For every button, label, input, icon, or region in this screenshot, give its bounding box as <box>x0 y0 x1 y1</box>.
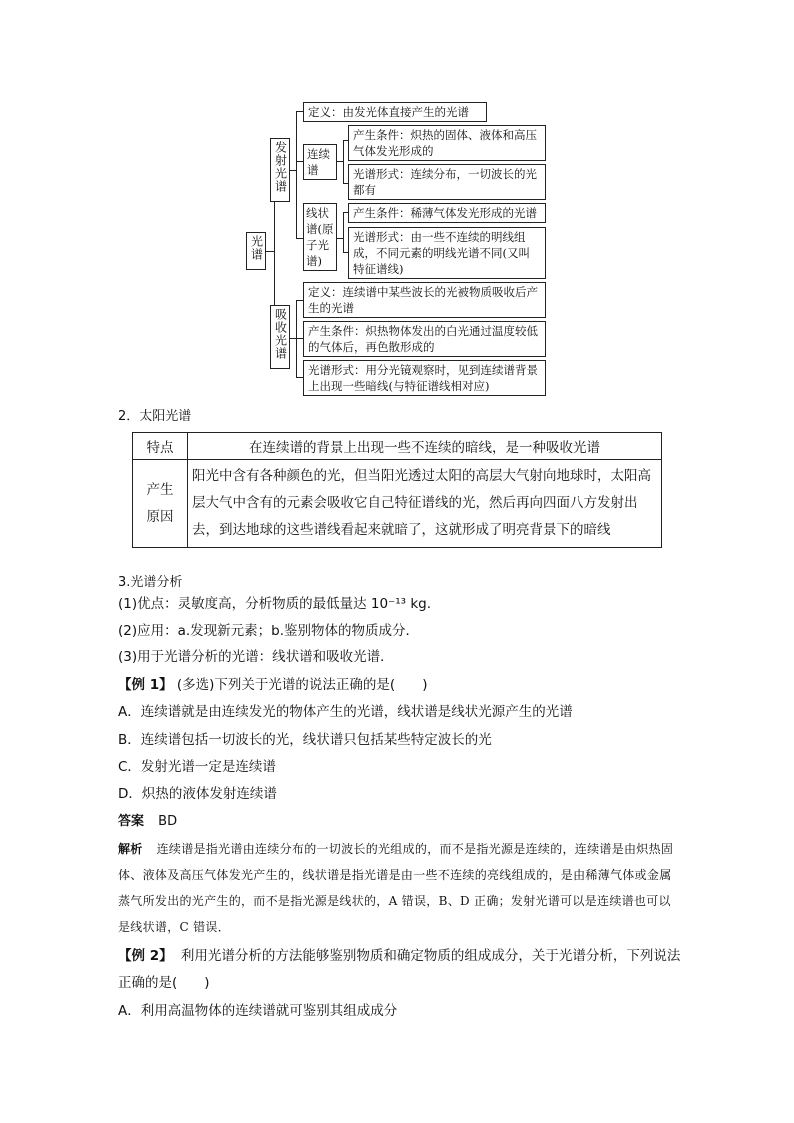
emission-spectrum-label: 发射光谱 <box>273 141 288 193</box>
example-1-option-c: C．发射光谱一定是连续谱 <box>118 759 276 775</box>
table-row <box>133 460 662 548</box>
example-1-title: 【例 1】 <box>118 677 173 693</box>
continuous-spectrum-label: 连续谱 <box>307 147 330 177</box>
root-label: 光谱 <box>249 235 264 261</box>
example-1-stem: (多选)下列关于光谱的说法正确的是( ) <box>176 677 428 693</box>
table-cell: 阳光中含有各种颜色的光，但当阳光透过太阳的高层大气射向地球时，太阳高层大气中含有的元素会吸收它自己特征谱线的光，然后再向四面八方发射出去，到达地球的这些谱线看起来就暗了，这就形成了明亮背景下的暗线 <box>188 460 662 548</box>
table-header-cell: 特点 <box>133 433 188 460</box>
table-header-cell <box>133 460 188 548</box>
table-row <box>133 433 662 460</box>
absorption-condition: 产生条件：炽热物体发出的白光通过温度较低的气体后，再色散形成的 <box>303 321 546 357</box>
connector <box>266 251 274 252</box>
emission-definition: 定义：由发光体直接产生的光谱 <box>303 102 487 122</box>
analysis-point-1: (1)优点：灵敏度高，分析物质的最低量达 10⁻¹³ kg. <box>118 596 432 612</box>
connector <box>296 111 297 239</box>
example-1-answer <box>118 813 177 831</box>
analysis-text: 连续谱是指光谱由连续分布的一切波长的光组成的，而不是指光源是连续的，连续谱是由炽热固体、液体及高压气体发光产生的，线状谱是指光谱是由一些不连续的亮线组成的，是由稀薄气体或金属蒸气所发出的光产生的，而不是指光源是线状的，A 错误，B、D 正确；发射光谱可以是连续谱也可以是线状谱，C 错误． <box>118 842 674 934</box>
header-line: 原因 <box>146 508 174 525</box>
section-title-spectral-analysis: 3.光谱分析 <box>118 575 183 590</box>
connector <box>343 140 344 183</box>
header-line: 产生 <box>146 481 174 498</box>
table-cell: 在连续谱的背景上出现一些不连续的暗线，是一种吸收光谱 <box>188 433 662 460</box>
continuous-condition: 产生条件：炽热的固体、液体和高压气体发光形成的 <box>348 125 546 161</box>
analysis-point-3: (3)用于光谱分析的光谱：线状谱和吸收光谱． <box>118 649 394 665</box>
example-2-question-cont: 正确的是( ) <box>118 975 210 991</box>
example-1-option-d: D．炽热的液体发射连续谱 <box>118 786 277 802</box>
line-spectrum-node <box>303 203 337 271</box>
solar-spectrum-table <box>132 432 662 548</box>
absorption-definition: 定义：连续谱中某些波长的光被物质吸收后产生的光谱 <box>303 282 546 318</box>
example-2-question <box>118 947 680 965</box>
example-1-option-a: A．连续谱就是由连续发光的物体产生的光谱，线状谱是线状光源产生的光谱 <box>118 704 573 720</box>
emission-spectrum-node <box>270 138 290 202</box>
example-1-option-b: B．连续谱包括一切波长的光，线状谱只包括某些特定波长的光 <box>118 732 492 748</box>
absorption-spectrum-node <box>270 305 290 369</box>
example-2-option-a: A．利用高温物体的连续谱就可鉴别其组成成分 <box>118 1003 398 1019</box>
analysis-label: 解析 <box>118 842 143 856</box>
connector <box>343 212 344 252</box>
line-spectrum-label: 线状谱(原子光谱) <box>306 206 334 268</box>
spectrum-concept-map <box>0 0 794 400</box>
section-title-solar-spectrum: 2．太阳光谱 <box>118 409 192 424</box>
example-1-analysis <box>118 836 683 940</box>
root-node <box>246 232 266 270</box>
line-form: 光谱形式：由一些不连续的明线组成，不同元素的明线光谱不同(又叫特征谱线) <box>348 227 546 279</box>
absorption-spectrum-label: 吸收光谱 <box>273 308 288 360</box>
example-1-question <box>118 676 427 694</box>
continuous-form: 光谱形式：连续分布，一切波长的光都有 <box>348 164 546 200</box>
continuous-spectrum-node <box>303 144 337 180</box>
absorption-form: 光谱形式：用分光镜观察时，见到连续谱背景上出现一些暗线(与特征谱线相对应) <box>303 360 546 396</box>
line-condition: 产生条件：稀薄气体发光形成的光谱 <box>348 203 546 223</box>
answer-label: 答案 <box>118 814 145 829</box>
example-2-title: 【例 2】 <box>118 948 173 964</box>
analysis-point-2: (2)应用：a.发现新元素；b.鉴别物体的物质成分． <box>118 623 420 639</box>
answer-value: BD <box>158 814 178 829</box>
example-2-stem: 利用光谱分析的方法能够鉴别物质和确定物质的组成成分，关于光谱分析，下列说法 <box>180 948 681 964</box>
